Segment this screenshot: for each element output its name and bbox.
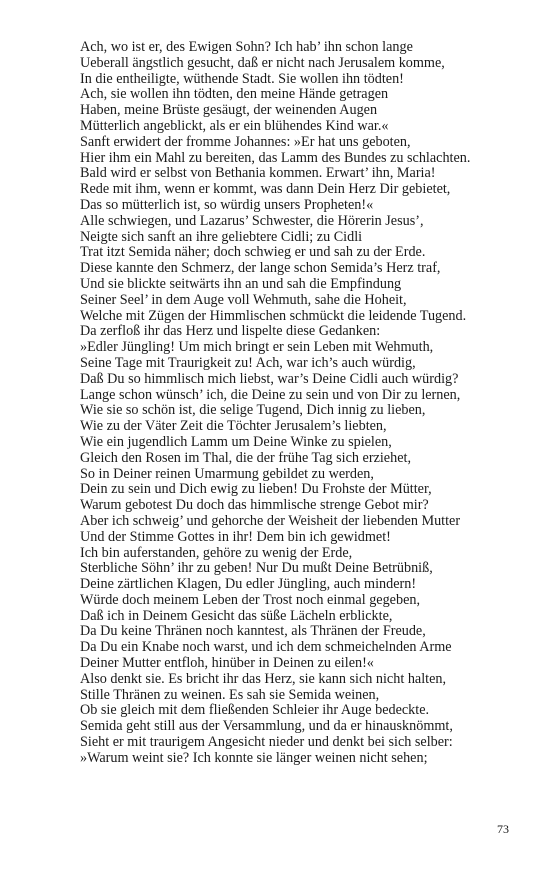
page-number: 73 <box>497 822 509 836</box>
verse-line: Haben, meine Brüste gesäugt, der weinenden Augen <box>80 102 378 119</box>
verse-line: Hier ihm ein Mahl zu bereiten, das Lamm des Bundes zu schlachten. <box>80 149 471 166</box>
verse-line: Mütterlich angeblickt, als er ein blühendes Kind war.« <box>80 117 389 134</box>
verse-line: Welche mit Zügen der Himmlischen schmückt die leidende Tugend. <box>80 307 467 324</box>
verse-line: »Warum weint sie? Ich konnte sie länger weinen nicht sehen; <box>80 749 428 766</box>
verse-line: Diese kannte den Schmerz, der lange schon Semida’s Herz traf, <box>80 260 441 277</box>
verse-line: Rede mit ihm, wenn er kommt, was dann Dein Herz Dir gebietet, <box>80 181 451 198</box>
verse-line: Ich bin auferstanden, gehöre zu wenig der Erde, <box>80 544 353 561</box>
verse-line: Bald wird er selbst von Bethania kommen. Erwart’ ihn, Maria! <box>80 165 436 182</box>
verse-line: Da zerfloß ihr das Herz und lispelte diese Gedanken: <box>80 323 381 340</box>
verse-line: Sanft erwidert der fromme Johannes: »Er hat uns geboten, <box>80 133 411 150</box>
verse-line: Ach, sie wollen ihn tödten, den meine Hände getragen <box>80 86 389 103</box>
verse-line: So in Deiner reinen Umarmung gebildet zu werden, <box>80 465 374 482</box>
verse-line: Wie ein jugendlich Lamm um Deine Winke zu spielen, <box>80 433 392 450</box>
verse-line: Das so mütterlich ist, so würdig unsers Propheten!« <box>80 196 374 213</box>
poem-text <box>80 40 520 767</box>
verse-line: Ach, wo ist er, des Ewigen Sohn? Ich hab’ ihn schon lange <box>80 39 413 55</box>
verse-line: In die entheiligte, wüthende Stadt. Sie wollen ihn tödten! <box>80 70 404 87</box>
verse-line: Seiner Seel’ in dem Auge voll Wehmuth, sahe die Hoheit, <box>80 291 407 308</box>
verse-line: Sieht er mit traurigem Angesicht nieder und denkt bei sich selber: <box>80 734 453 751</box>
verse-line: Dein zu sein und Dich ewig zu lieben! Du Frohste der Mütter, <box>80 481 432 498</box>
verse-line: Lange schon wünsch’ ich, die Deine zu sein und von Dir zu lernen, <box>80 386 461 403</box>
verse-line: Deiner Mutter entfloh, hinüber in Deinen zu eilen!« <box>80 655 374 672</box>
verse-line: Alle schwiegen, und Lazarus’ Schwester, die Hörerin Jesus’, <box>80 212 424 229</box>
verse-line: Und der Stimme Gottes in ihr! Dem bin ich gewidmet! <box>80 528 391 545</box>
verse-line: Daß Du so himmlisch mich liebst, war’s Deine Cidli auch würdig? <box>80 370 459 387</box>
verse-line: Trat itzt Semida näher; doch schwieg er und sah zu der Erde. <box>80 244 426 261</box>
verse-line: Wie zu der Väter Zeit die Töchter Jerusalem’s liebten, <box>80 418 387 435</box>
verse-line: Deine zärtlichen Klagen, Du edler Jüngling, auch mindern! <box>80 576 417 593</box>
verse-line: Daß ich in Deinem Gesicht das süße Lächeln erblickte, <box>80 607 393 624</box>
verse-line: Warum gebotest Du doch das himmlische strenge Gebot mir? <box>80 497 429 514</box>
verse-line: Semida geht still aus der Versammlung, und da er hinausknömmt, <box>80 718 453 735</box>
verse-line: Stille Thränen zu weinen. Es sah sie Semida weinen, <box>80 686 380 703</box>
verse-line: Da Du ein Knabe noch warst, und ich dem schmeichelnden Arme <box>80 639 452 656</box>
verse-line: Aber ich schweig’ und gehorche der Weisheit der liebenden Mutter <box>80 512 461 529</box>
verse-line: Also denkt sie. Es bricht ihr das Herz, sie kann sich nicht halten, <box>80 670 447 687</box>
verse-line: Ueberall ängstlich gesucht, daß er nicht nach Jerusalem komme, <box>80 54 445 71</box>
verse-line: Würde doch meinem Leben der Trost noch einmal gegeben, <box>80 591 421 608</box>
verse-line: Seine Tage mit Traurigkeit zu! Ach, war ich’s auch würdig, <box>80 354 416 371</box>
verse-line: Wie sie so schön ist, die selige Tugend, Dich innig zu lieben, <box>80 402 426 419</box>
verse-line: Sterbliche Söhn’ ihr zu geben! Nur Du mußt Deine Betrübniß, <box>80 560 433 577</box>
verse-line: Da Du keine Thränen noch kanntest, als Thränen der Freude, <box>80 623 426 640</box>
verse-line: Ob sie gleich mit dem fließenden Schleier ihr Auge bedeckte. <box>80 702 430 719</box>
verse-line: Neigte sich sanft an ihre geliebtere Cidli; zu Cidli <box>80 228 363 245</box>
verse-line: Gleich den Rosen im Thal, die der frühe Tag sich erziehet, <box>80 449 411 466</box>
verse-line: »Edler Jüngling! Um mich bringt er sein Leben mit Wehmuth, <box>80 339 434 356</box>
verse-line: Und sie blickte seitwärts ihn an und sah die Empfindung <box>80 275 402 292</box>
